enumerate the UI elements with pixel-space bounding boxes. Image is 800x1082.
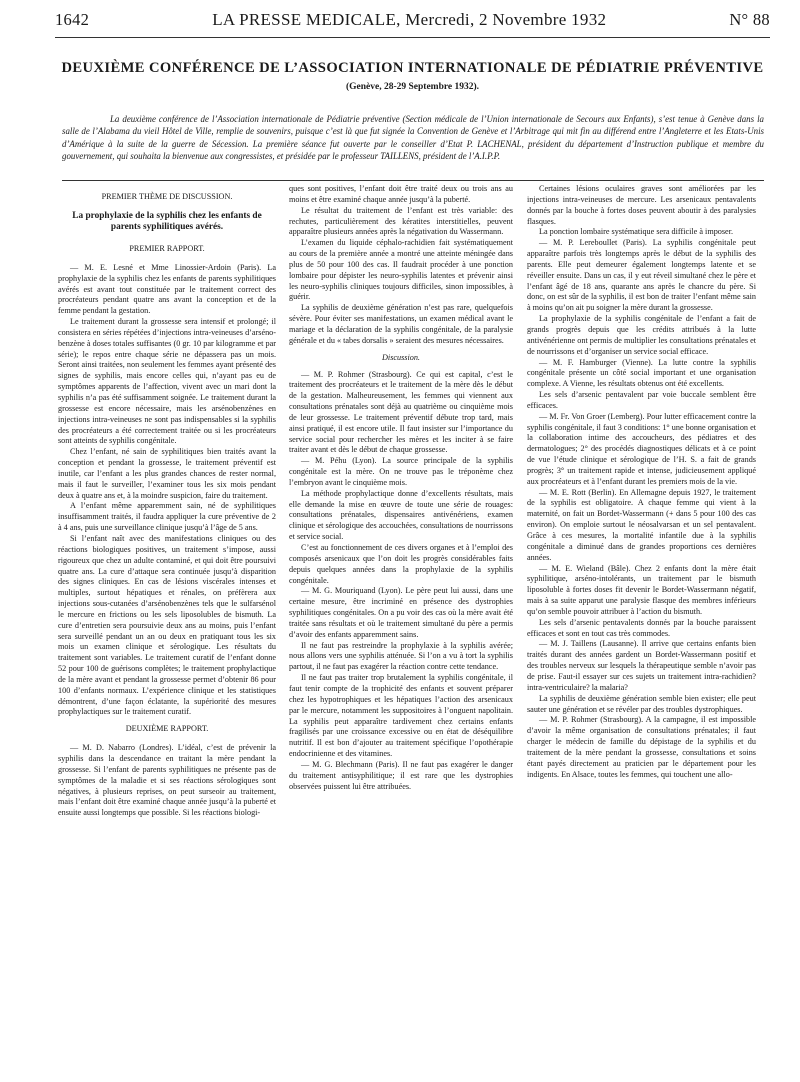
paragraph: — M. E. Lesné et Mme Linossier-Ardoin (Paris). La prophylaxie de la syphilis chez les enfants de parents syphilitiques avérés est avant tout constituée par le traitement correct des procréateurs pendant quatre ans avant la conception et de la femme pendant la gestation. (58, 262, 276, 316)
paragraph: C’est au fonctionnement de ces divers organes et à l’emploi des composés arsenicaux que l’on doit les progrès considérables faits depuis quelques années dans la prophylaxie de la syphilis congénitale. (289, 543, 513, 585)
article-title: DEUXIÈME CONFÉRENCE DE L’ASSOCIATION INTERNATIONALE DE PÉDIATRIE PRÉVENTIVE (61, 60, 764, 76)
intro-rule (62, 180, 764, 181)
paragraph: Le traitement durant la grossesse sera intensif et prolongé; il consistera en séries répétées d’injections intra-veineuses d’arséno-benzène à doses totales suffisantes (0 gr. 10 par kilogramme et par série); le repos entre chaque série ne dépassera pas un mois. Seront ainsi traitées, non seulement les femmes ayant présenté des signes de syphilis, mais encore celles qui, n’ayant pas eu de symptômes apparents de l’affection, vivent avec un mari dont la syphilis n’a pas été suffisamment soignée. Le traitement durant la grossesse est encore nécessaire, mais les arsénobenzènes en injections intra-veineuses ne sont pas indispensables si la syphilis des procréateurs a été correctement traitée ou si les procréateurs sont atteints de syphilis congénitale. (58, 317, 276, 446)
issue-number: N° 88 (729, 10, 770, 29)
paragraph: La syphilis de deuxième génération semble bien exister; elle peut sauter une génération et se révéler par des troubles dystrophiques. (527, 693, 756, 714)
paragraph: — M. E. Wieland (Bâle). Chez 2 enfants dont la mère était syphilitique, arséno-intolérants, un traitement par le bismuth liposoluble à fortes doses fit devenir le Bordet-Wassermann négatif, mais à sa suite apparut une paralysie flasque des membres inférieurs qu’on semble pouvoir attribuer à l’action du bismuth. (527, 563, 756, 616)
article-subtitle: (Genève, 28-29 Septembre 1932). (345, 82, 480, 92)
paragraph: — M. Péhu (Lyon). La source principale de la syphilis congénitale est la mère. On ne trouve pas le tréponème chez l’embryon avant le cinquième mois. (289, 456, 513, 487)
paragraph: — M. Fr. Von Groer (Lemberg). Pour lutter efficacement contre la syphilis congénitale, il faut 3 conditions: 1° une bonne organisation et la collaboration intime des accoucheurs, des pédiatres et des dermatologues; 2° des procédés diagnostiques délicats et à ce point de vue l’étude clinique et sérologique de l’H. S. a fait de grands progrès; 3° un traitement rapide et intense, judicieusement appliqué aux procréateurs et à l’enfant durant les premiers mois de la vie. (527, 411, 756, 486)
paragraph: La méthode prophylactique donne d’excellents résultats, mais elle demande la mise en œuvre de toute une série de rouages: consultations prénatales, dispensaires antivénériens, examen clinique et sérologique des accouchées, consultations de nourrissons et service social. (289, 488, 513, 542)
paragraph: Il ne faut pas restreindre la prophylaxie à la syphilis avérée; nous allons vers une syphilis atténuée. Si l’on a vu à tort la syphilis partout, il ne faut pas exagérer la réaction contre cette tendance. (289, 640, 513, 672)
paragraph: — M. P. Lereboullet (Paris). La syphilis congénitale peut apparaître parfois très longtemps après le début de la syphilis des parents. Elle peut demeurer également longtemps latente et se réveiller ensuite. Dans un cas, il y eut réveil simultané chez le père et l’enfant âgé de 18 ans, quarante ans après le chancre du père. Si donc, on est sûr de la syphilis, il est bon de traiter l’enfant même sain à moins qu’on ait pu soigner la mère durant la grossesse. (527, 238, 756, 313)
paragraph: ques sont positives, l’enfant doit être traité deux ou trois ans au moins et être examiné chaque année jusqu’à la puberté. (289, 184, 513, 204)
article-intro: La deuxième conférence de l’Association internationale de Pédiatrie préventive (Section médicale de l’Union internationale de Secours aux Enfants), s’est tenue à Genève dans la salle de l’Alabama du vieil Hôtel de Ville, remplie de souvenirs, puisque c’est là que fut signée la Convention de Genève et l’Arbitrage qui mit fin au différend entre l’Angleterre et les Etats-Unis d’Amérique à la suite de la guerre de Sécession. La première séance fut ouverte par le conseiller d’Etat P. LACHENAL, président du département d’Instruction publique et membre du gouvernement, qui souhaita la bienvenue aux congressistes, et présidée par le professeur TAILLENS, président de l’A.I.P.P. (62, 114, 764, 162)
paragraph: Le résultat du traitement de l’enfant est très variable: des rechutes, particulièrement des kératites interstitielles, peuvent apparaître plusieurs années après la négativation du Wassermann. (289, 205, 513, 237)
journal-title: LA PRESSE MEDICALE, Mercredi, 2 Novembre 1932 (212, 10, 607, 29)
column-2 (289, 184, 513, 792)
paragraph: — M. J. Taillens (Lausanne). Il arrive que certains enfants bien traités durant des années gardent un Bordet-Wassermann positif et des troubles nerveux sur lesquels la thérapeutique semble n’avoir pas de prise. Faut-il essayer sur ces sujets un traitement intra-rachidien? intra-ventriculaire? la malaria? (527, 639, 756, 692)
page-header (55, 10, 770, 36)
section-label: PREMIER RAPPORT. (129, 244, 205, 254)
paragraph: — M. D. Nabarro (Londres). L’idéal, c’est de prévenir la syphilis dans la descendance en traitant la mère pendant la grossesse. Si l’enfant de parents syphilitiques ne présente pas de symptômes de la maladie et si ses réactions sérologiques sont négatives, à plusieurs reprises, on peut surseoir au traitement, mais l’enfant doit être examiné chaque année jusqu’à la puberté et ensuite aussi longtemps que possible. Si les réactions biologi- (58, 743, 276, 818)
paragraph: Chez l’enfant, né sain de syphilitiques bien traités avant la conception et pendant la grossesse, le traitement préventif est inutile, car l’enfant a les plus grandes chances de rester normal, mais il faut le surveiller, l’examiner tous les six mois pendant deux à quatre ans et, à la moindre suspicion, faire du traitement. (58, 447, 276, 500)
page-number: 1642 (55, 10, 90, 29)
paragraph: Certaines lésions oculaires graves sont améliorées par les injections intra-veineuses de mercure. Les arsenicaux pentavalents donnés par la bouche à fortes doses peuvent aboutir à des paralysies flasques. (527, 184, 756, 226)
section-label: DEUXIÈME RAPPORT. (125, 724, 209, 734)
paragraph: La ponction lombaire systématique sera difficile à imposer. (539, 227, 734, 237)
section-heading: La prophylaxie de la syphilis chez les enfants de parents syphilitiques avérés. (72, 210, 262, 233)
discussion-label: Discussion. (382, 352, 420, 362)
paragraph: Si l’enfant naît avec des manifestations cliniques ou des réactions biologiques positives, un traitement s’impose, aussi rigoureux que chez un adulte contaminé, et qui doit être poursuivi quatre ans. La cure d’attaque sera continuée jusqu’à disparition des signes cliniques. En cas de lésions viscérales intenses et multiples, surtout hépatiques et rénales, on préfèrera aux injections sous-cutanées d’arsénobenzènes tels que le sulfarsénol le mercure en frictions ou les sels liposolubles de bismuth. La cure d’entretien sera poursuivie deux ans au moins, puis l’enfant sera surveillé pendant un an ou deux en pratiquant tous les six mois un examen clinique et sérologique. Les résultats du traitement sont variables. Le traitement curatif de l’enfant donne 52 pour 100 de guérisons complètes; le traitement prophylactique de la mère avant et pendant la grossesse permet d’obtenir 86 pour 100 d’enfants normaux. L’expérience clinique et les statistiques démontrent, d’une façon éclatante, la supériorité des mesures prophylactiques sur le traitement curatif. (58, 533, 276, 717)
paragraph: La syphilis de deuxième génération n’est pas rare, quelquefois sévère. Pour éviter ses manifestations, un examen médical avant le mariage et la déclaration de la syphilis congénitale, de la paralysie générale et du « tabes dorsalis » seraient des mesures nécessaires. (289, 303, 513, 345)
paragraph: Les sels d’arsenic pentavalents donnés par la bouche paraissent efficaces et sont en tout cas très commodes. (527, 617, 756, 638)
paragraph: — M. E. Rott (Berlin). En Allemagne depuis 1927, le traitement de la syphilis est obligatoire. A chaque femme qui vient à la maternité, on fait un Bordet-Wassermann (+ dans 5 pour 100 des cas environ). On emploie surtout le néosalvarsan et un sel pentavalent. Grâce à ces mesures, la mortalité infantile due à la syphilis congénitale a diminué dans de grandes proportions ces dernières années. (527, 487, 756, 562)
paragraph: — M. P. Rohmer (Strasbourg). A la campagne, il est impossible d’avoir la même organisation de consultations prénatales; il faut charger le médecin de famille du dépistage de la syphilis et du traitement de la mère pendant la grossesse, consultations et soins étant payés directement au praticien par le département pour les indigents. En Alsace, toutes les femmes, qui touchent une allo- (527, 715, 756, 779)
paragraph: Les sels d’arsenic pentavalent par voie buccale semblent être efficaces. (527, 390, 756, 410)
paragraph: La prophylaxie de la syphilis congénitale de l’enfant a fait de grands progrès depuis que les crédits attribués à la lutte antivénérienne ont permis de multiplier les consultations prénatales et de nourrissons et d’organiser un service social efficace. (527, 314, 756, 356)
paragraph: — M. P. Rohmer (Strasbourg). Ce qui est capital, c’est le traitement des procréateurs et le traitement de la mère dès le début de la gestation. Malheureusement, les femmes qui viennent aux consultations prénatales sont déjà au quatrième ou cinquième mois de leur grossesse. Le traitement préventif débute trop tard, mais ainsi pratiqué, il est encore utile. Il faut insister sur l’importance du service social pour rechercher les mères et les inciter à se faire traiter avant et dès le début de chaque grossesse. (289, 369, 513, 455)
paragraph: — M. G. Blechmann (Paris). Il ne faut pas exagérer le danger du traitement antisyphilitique; il est rare que les dystrophies observées puissent lui être attribuées. (289, 759, 513, 791)
header-rule (55, 37, 770, 38)
paragraph: — M. F. Hamburger (Vienne). La lutte contre la syphilis congénitale présente un côté social important et une organisation complexe. A Vienne, les résultats obtenus ont été excellents. (527, 357, 756, 389)
column-3 (527, 184, 756, 780)
paragraph: — M. G. Mouriquand (Lyon). Le père peut lui aussi, dans une certaine mesure, être incriminé en présence des dystrophies syphilitiques congénitales. On a pu voir des cas où la mère avait été traitée sans résultats et où le traitement simultané du père a permis d’avoir des enfants apparemment sains. (289, 586, 513, 639)
paragraph: Il ne faut pas traiter trop brutalement la syphilis congénitale, il faut tenir compte de la trophicité des enfants et souvent préparer chez les hypotrophiques et les hépatiques l’action des arsenicaux par le mercure, notamment les suppositoires à l’onguent napolitain. La syphilis peut apparaître tardivement chez certains enfants fragilisés par une croissance excessive ou en état de déséquilibre nutritif. Il est bon d’ajouter au traitement spécifique l’opothérapie endocrinienne et des vitamines. (289, 673, 513, 759)
section-label: PREMIER THÈME DE DISCUSSION. (101, 192, 233, 201)
column-1 (58, 186, 276, 819)
paragraph: L’examen du liquide céphalo-rachidien fait systématiquement au cours de la première année a montré une atteinte méningée dans plus de 50 pour 100 des cas. Il faudrait procéder à une ponction lombaire pour dépister les neuro-syphilis latentes et prévenir ainsi les neuro-syphilis cliniques toujours difficiles, sinon impossibles, à guérir. (289, 238, 513, 302)
paragraph: A l’enfant même apparemment sain, né de syphilitiques insuffisamment traités, il faudra appliquer la cure préventive de 2 à 4 ans, puis une surveillance clinique jusqu’à l’âge de 5 ans. (58, 501, 276, 533)
